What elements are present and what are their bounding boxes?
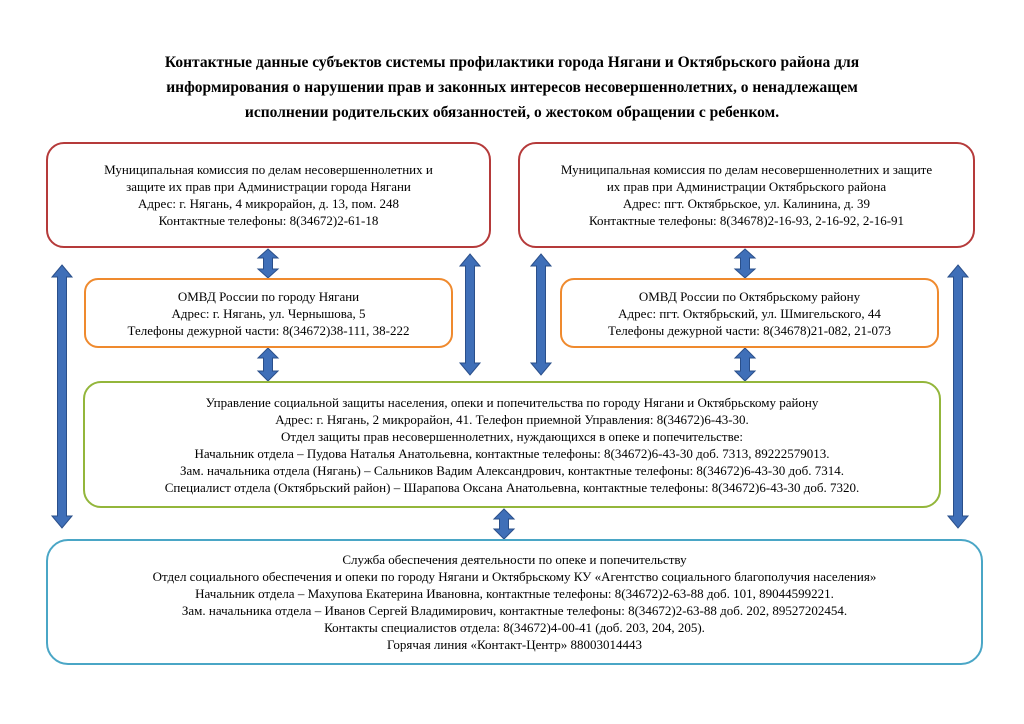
omvd-okt-name: ОМВД России по Октябрьскому району xyxy=(638,288,861,304)
arrow-left-outer xyxy=(52,265,72,528)
uszn-contact-line: Начальник отдела – Пудова Наталья Анатольевна, контактные телефоны: 8(34672)6-43-30 доб. 7313, 89222579013. xyxy=(194,445,830,461)
arrow-left-inner xyxy=(460,254,480,375)
arrow-kdn-omvd-nyagan xyxy=(258,249,278,278)
kdn-nyagan-phones: Контактные телефоны: 8(34672)2-61-18 xyxy=(158,213,379,228)
kdn-nyagan-address: Адрес: г. Нягань, 4 микрорайон, д. 13, пом. 248 xyxy=(138,196,399,211)
uszn-name: Управление социальной защиты населения, опеки и попечительства по городу Нягани и Октябрьскому району xyxy=(205,394,819,410)
kdn-nyagan-line: защите их прав при Администрации города Нягани xyxy=(126,179,411,194)
omvd-nyagan-box xyxy=(84,278,453,348)
kdn-okt-address: Адрес: пгт. Октябрьское, ул. Калинина, д. 39 xyxy=(622,196,871,211)
kdn-nyagan-box xyxy=(46,142,491,248)
opeka-department: Отдел социального обеспечения и опеки по городу Нягани и Октябрьскому КУ «Агентство социального благополучия населения» xyxy=(152,569,877,584)
kdn-okt-line: Муниципальная комиссия по делам несовершеннолетних и защите xyxy=(560,162,933,177)
title-line: информирования о нарушении прав и законных интересов несовершеннолетних, о ненадлежащем xyxy=(166,79,858,96)
arrow-uszn-opeka xyxy=(494,509,514,539)
kdn-oktyabrsky-box xyxy=(518,142,975,248)
omvd-okt-phones: Телефоны дежурной части: 8(34678)21-082, 21-073 xyxy=(608,322,891,338)
opeka-service: Служба обеспечения деятельности по опеке и попечительству xyxy=(342,552,687,567)
arrow-omvd-uszn-okt xyxy=(735,348,755,381)
omvd-nyagan-phones: Телефоны дежурной части: 8(34672)38-111, 38-222 xyxy=(127,322,410,338)
uszn-contact-line: Зам. начальника отдела (Нягань) – Сальников Вадим Александрович, контактные телефоны: 8(34672)6-43-30 доб. 7314. xyxy=(180,462,844,478)
opeka-contact-line: Начальник отдела – Махупова Екатерина Ивановна, контактные телефоны: 8(34672)2-63-88 доб. 101, 89044599221. xyxy=(195,586,834,601)
opeka-contact-line: Зам. начальника отдела – Иванов Сергей Владимирович, контактные телефоны: 8(34672)2-63-88 доб. 202, 89527202454. xyxy=(181,603,848,618)
kdn-nyagan-line: Муниципальная комиссия по делам несовершеннолетних и xyxy=(104,162,433,177)
arrow-right-outer xyxy=(948,265,968,528)
omvd-nyagan-address: Адрес: г. Нягань, ул. Чернышова, 5 xyxy=(171,305,366,321)
kdn-okt-line: их прав при Администрации Октябрьского района xyxy=(606,179,887,194)
kdn-okt-phones: Контактные телефоны: 8(34678)2-16-93, 2-16-92, 2-16-91 xyxy=(588,213,905,228)
arrow-right-inner xyxy=(531,254,551,375)
omvd-okt-address: Адрес: пгт. Октябрьский, ул. Шмигельского, 44 xyxy=(618,305,881,321)
title-line: исполнении родительских обязанностей, о жестоком обращении с ребенком. xyxy=(244,104,780,121)
uszn-contact-line: Специалист отдела (Октябрьский район) – Шарапова Оксана Анатольевна, контактные телефоны: 8(34672)6-43-30 доб. 7320. xyxy=(164,479,860,495)
opeka-box xyxy=(46,539,983,665)
opeka-hotline: Горячая линия «Контакт-Центр» 88003014443 xyxy=(387,637,642,652)
uszn-address: Адрес: г. Нягань, 2 микрорайон, 41. Телефон приемной Управления: 8(34672)6-43-30. xyxy=(275,411,749,427)
omvd-oktyabrsky-box xyxy=(560,278,939,348)
omvd-nyagan-name: ОМВД России по городу Нягани xyxy=(177,288,360,304)
opeka-contact-line: Контакты специалистов отдела: 8(34672)4-00-41 (доб. 203, 204, 205). xyxy=(324,620,705,635)
uszn-department: Отдел защиты прав несовершеннолетних, нуждающихся в опеке и попечительстве: xyxy=(280,428,744,444)
arrow-kdn-omvd-okt xyxy=(735,249,755,278)
uszn-box xyxy=(83,381,941,508)
arrow-omvd-uszn-nyagan xyxy=(258,348,278,381)
title-line: Контактные данные субъектов системы профилактики города Нягани и Октябрьского района для xyxy=(164,54,860,71)
